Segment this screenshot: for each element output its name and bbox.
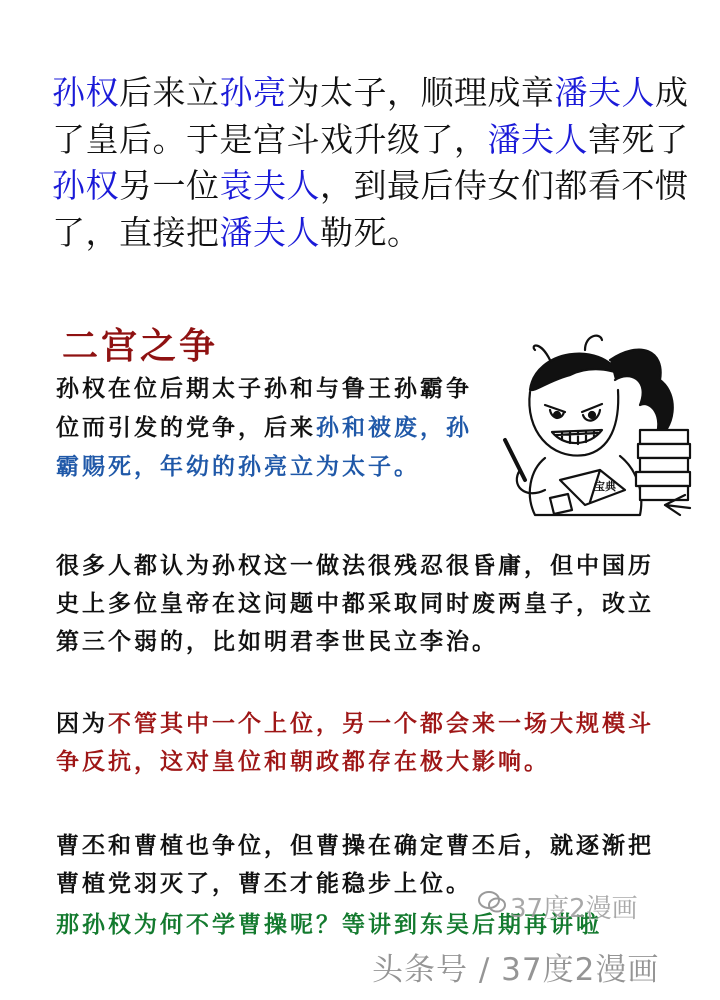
cartoon-girl-illustration — [490, 320, 700, 520]
name-panfuren: 潘夫人 — [219, 212, 320, 252]
wechat-watermark: 37度2漫画 — [510, 894, 638, 924]
section-paragraph — [56, 370, 476, 487]
intro-text: ，到最后侍女们都看不惯了，直接把 — [52, 166, 689, 252]
paragraph-3: 曹丕和曹植也争位，但曹操在确定曹丕后，就逐渐把曹植党羽灭了，曹丕才能稳步上位。 — [56, 833, 654, 897]
name-panfuren: 潘夫人 — [554, 73, 655, 112]
paragraph-2-lead: 因为 — [56, 711, 108, 737]
intro-text: 成了皇后。于是宫斗戏升级了， — [52, 73, 689, 159]
paragraph-2-emphasis: 不管其中一个上位，另一个都会来一场大规模斗争反抗，这对皇位和朝政都存在极大影响。 — [56, 711, 654, 775]
paragraph-2 — [56, 705, 666, 781]
intro-text: 后来立 — [119, 73, 220, 112]
intro-text: 害死了 — [588, 119, 689, 159]
intro-paragraph — [52, 70, 692, 256]
book-label: 宝典 — [594, 480, 616, 493]
intro-text: 为太子，顺理成章 — [286, 73, 555, 112]
section-title: 二宫之争 — [62, 326, 219, 367]
toutiao-watermark: 头条号 / 37度2漫画 — [372, 952, 660, 988]
intro-text: 勒死。 — [320, 212, 421, 252]
paragraph-1: 很多人都认为孙权这一做法很残忍很昏庸，但中国历史上多位皇帝在这问题中都采取同时废两皇子，改立第三个弱的，比如明君李世民立李治。 — [56, 553, 654, 655]
section-highlight: 孙和被废，孙霸赐死，年幼的孙亮立为太子。 — [56, 415, 472, 480]
name-sunliang: 孙亮 — [219, 73, 287, 112]
name-sunquan: 孙权 — [52, 166, 119, 205]
intro-text: 另一位 — [119, 166, 220, 205]
wechat-icon — [478, 890, 506, 914]
section-text: 孙权在位后期太子孙和与鲁王孙霸争位而引发的党争，后来 — [56, 376, 472, 441]
name-panfuren: 潘夫人 — [487, 119, 588, 159]
paragraph-4: 那孙权为何不学曹操呢？等讲到东吴后期再讲啦 — [56, 912, 602, 938]
name-sunquan: 孙权 — [52, 73, 119, 112]
name-yuanfuren: 袁夫人 — [219, 166, 320, 205]
